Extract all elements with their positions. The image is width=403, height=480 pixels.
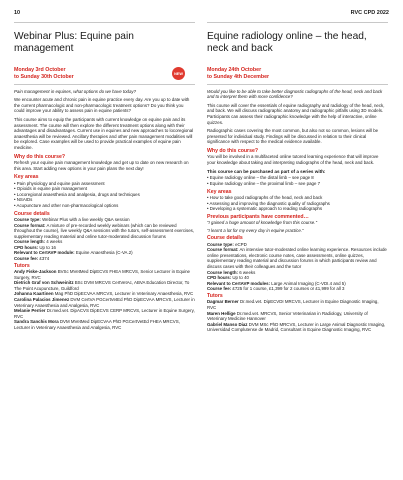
right-key-list xyxy=(207,195,388,212)
tutor-entry xyxy=(14,308,195,319)
detail-key: CPD hours: xyxy=(207,275,232,281)
detail-key: Course length: xyxy=(14,239,45,245)
tutor-entry xyxy=(14,297,195,308)
tutor-desc: DVM MSc PhD MRCVS, Lecturer in Large Animal Diagnostic Imaging, Universidad Complutense de Madrid, Consultant in Equine Diagnostic Imaging, RVC xyxy=(207,321,386,333)
list-item: • NSAIDs xyxy=(14,197,33,203)
tutor-name: Johanna Kaartinen xyxy=(14,291,54,297)
tutor-entry xyxy=(207,299,388,310)
tutor-desc: Dr.med.vet. MRCVS, Senior Veterinarian in Radiology, University of Veterinary Medicine Hannover xyxy=(207,310,368,322)
testimonial-quote: "I learnt a lot for my every day in equine practice." xyxy=(207,227,304,233)
right-course-title: Equine radiology online – the head, neck and back xyxy=(207,22,388,62)
left-details-heading: Course details xyxy=(14,210,50,217)
detail-value: Webinar Plus with a live weekly Q&A session xyxy=(40,216,130,222)
detail-key: Course length: xyxy=(207,269,238,275)
tutor-entry xyxy=(14,269,195,280)
left-course-title: Webinar Plus: Equine pain management xyxy=(14,22,195,62)
left-key-heading: Key areas xyxy=(14,174,39,181)
tutor-name: Carolina Palacios Jimenez xyxy=(14,297,70,303)
right-date-end: to Sunday 4th December xyxy=(207,73,270,80)
tutor-desc: BVSc MVetMed DipECVS FHEA MRCVS, Senior Lecturer in Equine Surgery, RVC xyxy=(14,269,190,280)
detail-value: £725 for 1 course, £1,399 for 2 courses or £1,999 for all 3 xyxy=(231,286,345,292)
right-tutors-heading: Tutors xyxy=(207,293,223,300)
testimonial-quote: "I gained a huge amount of knowledge from this course." xyxy=(207,220,318,226)
previous-participants-heading: Previous participants have commented… xyxy=(207,213,309,220)
series-heading: This course can be purchased as part of a series with: xyxy=(207,168,326,174)
right-divider xyxy=(207,84,388,85)
left-course-dates xyxy=(14,67,74,80)
left-details xyxy=(14,217,195,262)
detail-value: A mixture of pre-recorded weekly webinars (which can be reviewed throughout the course), live weekly Q&A sessions with the tutors, self-assessment exercises, supplementary reading material and online tutor-moderated discussion forums xyxy=(14,222,195,239)
new-badge: NEW xyxy=(172,67,185,80)
detail-key: Relevant to CertAVP module: xyxy=(14,250,75,256)
detail-value: Equine Anaesthesia (C-VA.2) xyxy=(74,250,133,256)
list-item: • Acupuncture and other non-pharmacological options xyxy=(14,202,119,208)
right-why-heading: Why do this course? xyxy=(207,147,259,154)
left-tutors xyxy=(14,269,195,331)
tutor-entry xyxy=(14,319,195,330)
detail-value: An intensive tutor-moderated online learning experience. Resources include online presentations, electronic course notes, case assessments, online quizzes, supplementary reading material and discussion forums in which participants review and discuss cases with their colleagues and the tutor xyxy=(207,247,387,270)
right-details-heading: Course details xyxy=(207,235,243,242)
detail-key: Course fee: xyxy=(207,286,232,292)
detail-row xyxy=(207,286,388,292)
tutor-desc: Dr.med.vet. DipACVS DipECVS CERP MRCVS, Lecturer in Equine Surgery, RVC xyxy=(14,308,195,319)
right-paragraph: This course will cover the essentials of equine radiography and radiology of the head, neck, and back. We will discuss radiographic anatomy and radiographic pitfalls using 3D models. Participants can assess their radiographic knowledge with the help of interactive, online quizzes. xyxy=(207,102,385,125)
list-item: • Pain physiology and equine pain assessment xyxy=(14,180,105,186)
detail-value: Large Animal Imaging (C-VDI.4 and 5) xyxy=(270,280,346,286)
detail-value: Up to 40 xyxy=(231,275,249,281)
list-item: • Developing a systematic approach to reading radiographs xyxy=(207,206,323,212)
tutor-entry xyxy=(207,322,388,333)
list-item: • Opioids in equine pain management xyxy=(14,186,88,192)
detail-value: eCPD xyxy=(233,241,247,247)
right-column xyxy=(207,22,388,333)
tutor-desc: BSc DVM MRCVS CertVetAc, ABVA Education Director, To The Point Acupuncture, Guildford xyxy=(14,280,190,291)
right-key-heading: Key areas xyxy=(207,188,232,195)
left-paragraph: This course aims to equip the participants with current knowledge on equine pain and its assessment. The course will then explore the different treatment options along with their advantages and disadvantages. Current use in equines and new approaches to locoregional anaesthesia will be reviewed. Ancillary therapies and other pain management modalities will be explored. Case examples will be used to provide practical examples of equine pain medicine. xyxy=(14,116,194,150)
left-key-list xyxy=(14,181,195,209)
detail-key: Course format: xyxy=(14,222,46,228)
tutor-desc: Mag PhD DipECVAA MRCVS, Lecturer in Veterinary Anaesthesia, RVC xyxy=(53,291,194,297)
tutor-desc: DVM MVetMed DipECVAA PhD PGCertVetEd FHEA MRCVS, Lecturer in Veterinary Anaesthesia and Analgesia, RVC xyxy=(14,319,180,330)
series-list xyxy=(207,175,388,186)
tutor-entry xyxy=(14,280,195,291)
tutor-name: Dagmar Berner xyxy=(207,299,239,305)
detail-row xyxy=(207,247,388,269)
left-why-text: Refresh your equine pain management knowledge and get up to date on new research on this area. Start adding new options in your pain plans the next day! xyxy=(14,159,189,171)
detail-key: Course type: xyxy=(14,216,41,222)
right-paragraph: Radiographic cases covering the most common, but also not so common, lesions will be presented for individual study. Findings will be discussed in relation to their clinical significance with respect to the medical evidence available. xyxy=(207,128,379,145)
tutor-desc: Dr.med.vet. DipECVDI MRCVS, Lecturer in Equine Diagnostic Imaging, RVC xyxy=(207,299,379,311)
detail-key: Relevant to CertAVP modules: xyxy=(207,280,271,286)
right-why-text: You will be involved in a multifaceted online tutored learning experience that will improve your knowledge about taking and interpreting radiographs of the head, neck and back. xyxy=(207,154,379,165)
detail-value: Up to 16 xyxy=(38,244,56,250)
left-date-start: Monday 3rd October xyxy=(14,67,66,74)
detail-row xyxy=(14,223,195,240)
detail-key: CPD hours: xyxy=(14,244,39,250)
tutor-name: Dietrich Graf von Schweinitz xyxy=(14,280,74,286)
list-item: • Equine radiology online – the distal limb – see page 8 xyxy=(207,175,314,181)
right-intro: Would you like to be able to take better diagnostic radiographs of the head, neck and back and to interpret them with more confidence? xyxy=(207,88,383,100)
list-item: • Assessing and improving the diagnostic quality of radiographs xyxy=(207,200,330,206)
page-number: 10 xyxy=(14,10,21,16)
two-column-content xyxy=(14,22,389,333)
list-item: • How to take good radiographs of the head, neck and back xyxy=(207,194,323,200)
detail-value: £374 xyxy=(38,256,50,262)
left-tutors-heading: Tutors xyxy=(14,262,30,269)
detail-key: Course format: xyxy=(207,247,239,253)
tutor-entry xyxy=(207,311,388,322)
tutor-name: Sandra Sanchis Mora xyxy=(14,319,59,325)
right-tutors xyxy=(207,299,388,333)
right-date-row xyxy=(207,66,388,81)
left-why-heading: Why do this course? xyxy=(14,153,66,160)
tutor-desc: DVM CertVA PGCertVetEd PhD DipECVAA MRCVS, Lecturer in Veterinary Anaesthesia and Analgesia, RVC xyxy=(14,297,195,308)
detail-value: 6 weeks xyxy=(237,269,256,275)
left-paragraph: We encounter acute and chronic pain in equine practice every day. Are you up to date with the current pharmacologic and non-pharmacologic treatment options? Do you think you could improve your ability to assess pain in equine patients? xyxy=(14,97,190,114)
detail-row xyxy=(14,256,195,262)
tutor-name: Melanie Perrier xyxy=(14,308,46,314)
left-date-row xyxy=(14,66,195,81)
detail-value: 4 weeks xyxy=(44,239,63,245)
right-details xyxy=(207,242,388,292)
brand-label: RVC CPD 2022 xyxy=(350,10,389,16)
left-date-end: to Sunday 30th October xyxy=(14,73,74,80)
page-header xyxy=(14,8,389,18)
left-intro: Pain management in equines, what options do we have today? xyxy=(14,88,137,94)
detail-key: Course type: xyxy=(207,241,234,247)
right-date-start: Monday 24th October xyxy=(207,67,262,74)
right-course-dates xyxy=(207,67,269,80)
list-item: • Locoregional anaesthesia and analgesia, drugs and techniques xyxy=(14,191,140,197)
left-divider xyxy=(14,84,195,85)
left-column xyxy=(14,22,195,333)
detail-key: Course fee: xyxy=(14,256,39,262)
tutor-name: Maren Hellige xyxy=(207,310,236,316)
tutor-name: Andy Fiske-Jackson xyxy=(14,269,57,275)
list-item: • Equine radiology online – the proximal limb – see page 7 xyxy=(207,180,321,186)
tutor-name: Gabriel Manso Diaz xyxy=(207,321,248,327)
